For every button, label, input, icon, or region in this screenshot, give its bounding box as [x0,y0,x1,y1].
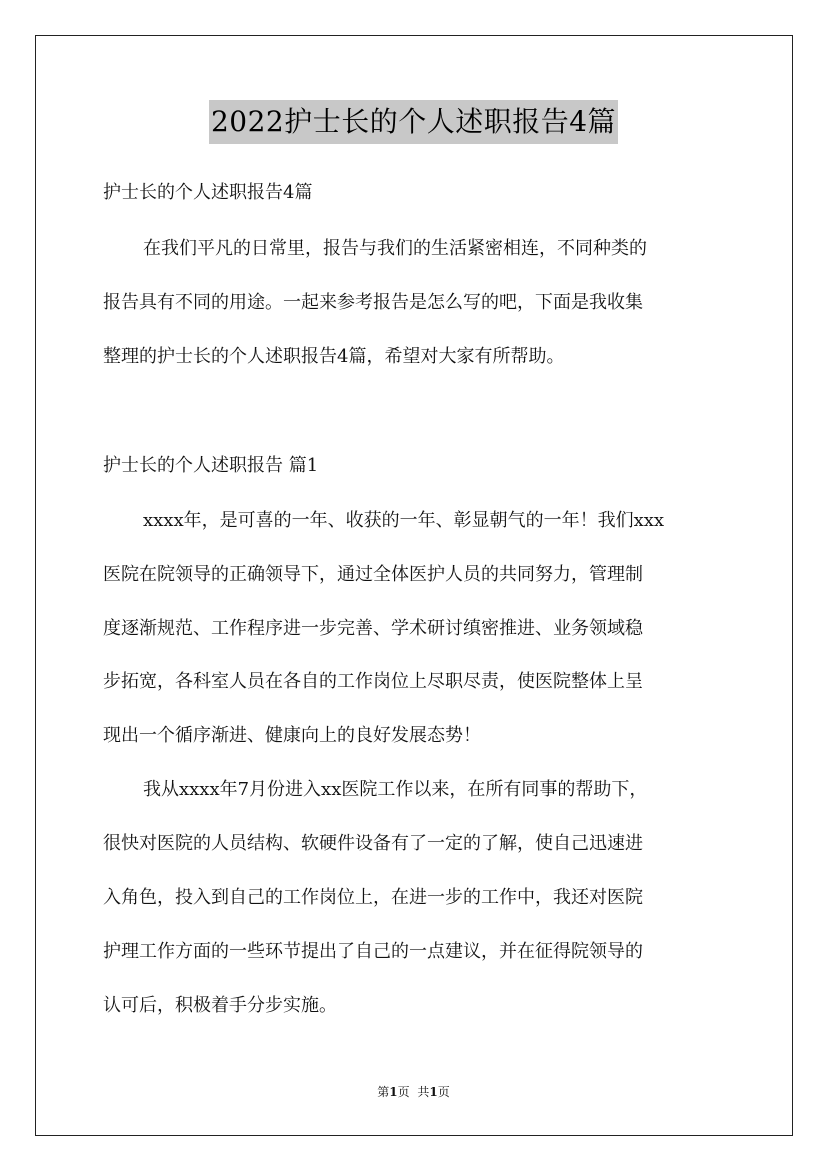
document-title-block [0,100,827,144]
intro-line-2: 报告具有不同的用途。一起来参考报告是怎么写的吧，下面是我收集 [103,292,643,313]
subtitle: 护士长的个人述职报告4篇 [103,182,313,203]
footer-page-number: 1 [389,1085,398,1099]
section-heading: 护士长的个人述职报告 篇1 [103,455,319,476]
page-footer [0,1083,827,1101]
document-title: 2022护士长的个人述职报告4篇 [209,100,618,144]
intro-line-1: 在我们平凡的日常里，报告与我们的生活紧密相连，不同种类的 [143,238,647,259]
para2-line-5: 认可后，积极着手分步实施。 [103,995,337,1016]
intro-line-3: 整理的护士长的个人述职报告4篇，希望对大家有所帮助。 [103,346,565,367]
para2-line-3: 入角色，投入到自己的工作岗位上，在进一步的工作中，我还对医院 [103,887,643,908]
footer-total-suffix: 页 [437,1085,450,1099]
para1-line-4: 步拓宽，各科室人员在各自的工作岗位上尽职尽责，使医院整体上呈 [103,671,643,692]
para2-line-2: 很快对医院的人员结构、软硬件设备有了一定的了解，使自己迅速进 [103,833,643,854]
para1-line-5: 现出一个循序渐进、健康向上的良好发展态势！ [103,725,481,746]
footer-total-number: 1 [429,1085,438,1099]
footer-page-suffix: 页 [397,1085,410,1099]
footer-total-prefix: 共 [417,1085,430,1099]
para1-line-2: 医院在院领导的正确领导下，通过全体医护人员的共同努力，管理制 [103,564,643,585]
para1-line-1: xxxx年，是可喜的一年、收获的一年、彰显朝气的一年！我们xxx [143,510,665,531]
para2-line-4: 护理工作方面的一些环节提出了自己的一点建议，并在征得院领导的 [103,941,643,962]
para1-line-3: 度逐渐规范、工作程序进一步完善、学术研讨缜密推进、业务领域稳 [103,618,643,639]
footer-page-prefix: 第 [377,1085,390,1099]
para2-line-1: 我从xxxx年7月份进入xx医院工作以来，在所有同事的帮助下， [143,779,648,800]
